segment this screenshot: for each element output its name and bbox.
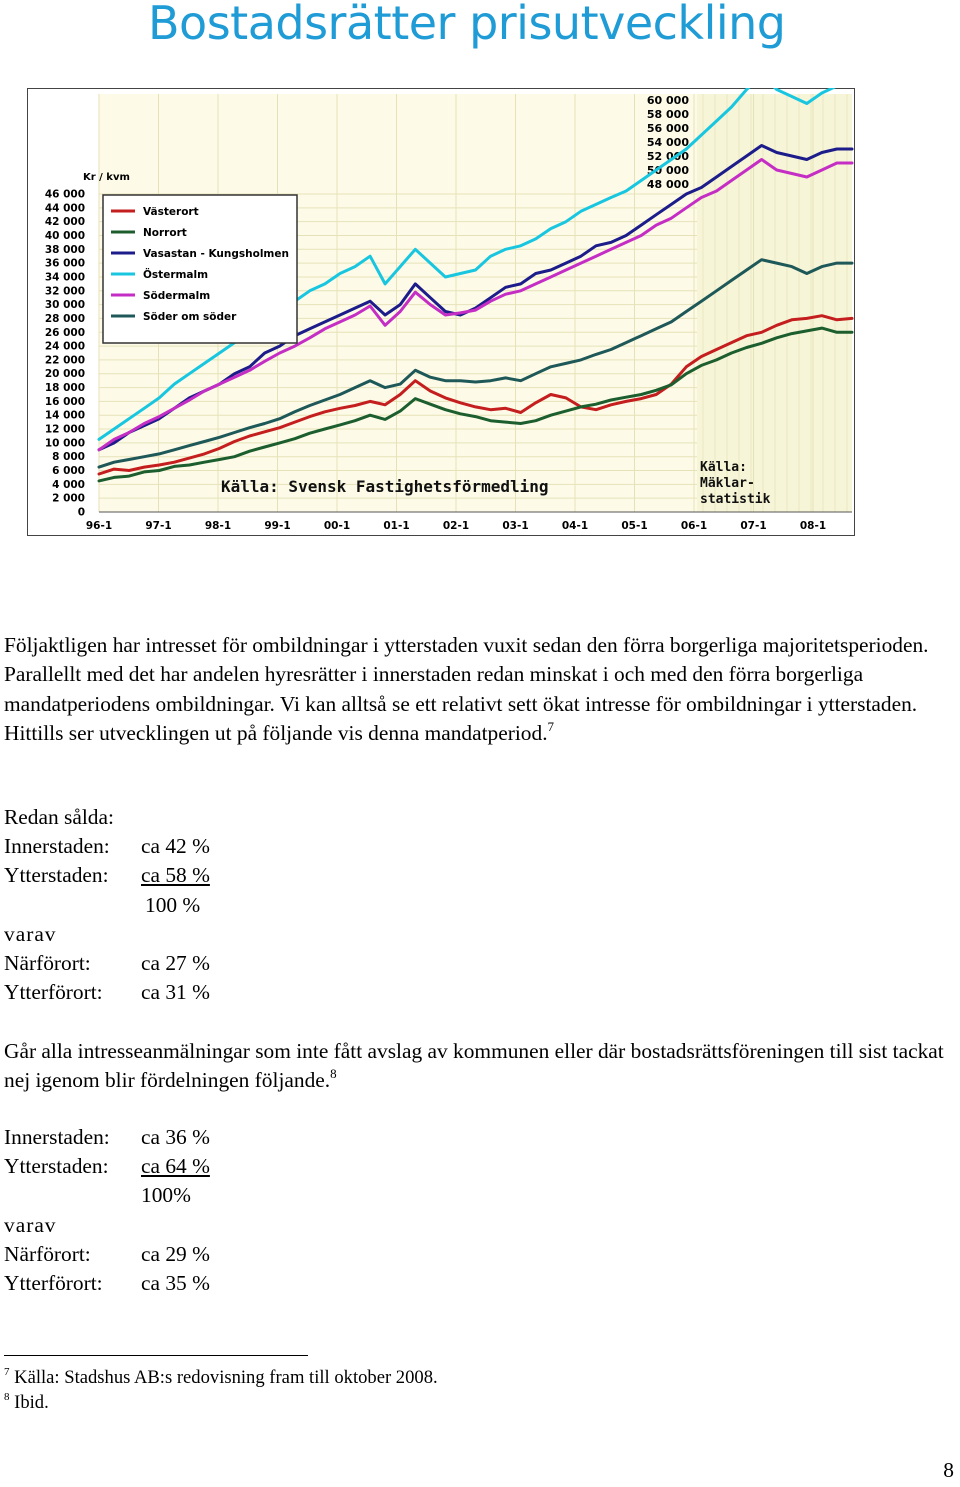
row-label: Ytterstaden: [4,863,109,888]
table-row [4,978,210,1007]
chart-legend [103,195,297,343]
x-tick-label: 96-1 [85,520,113,532]
legend-label: Västerort [143,206,199,218]
row-value: ca 29 % [141,1241,210,1266]
varav-label: varav [4,921,57,946]
row-label: Närförort: [4,951,91,976]
x-tick-label: 98-1 [204,520,232,532]
total-value: 100% [141,1183,191,1208]
y-tick-label-right: 52 000 [646,150,689,163]
y-tick-label: 0 [77,506,85,519]
legend-label: Östermalm [143,269,209,281]
interest-sub-table [4,1240,210,1298]
y-tick-label: 10 000 [44,437,85,450]
x-tick-label: 99-1 [264,520,291,532]
price-chart [27,88,855,536]
x-tick-label: 02-1 [442,520,470,532]
y-tick-label-right: 60 000 [646,94,689,107]
y-tick-label: 8 000 [52,451,85,464]
interest-list [4,1123,210,1298]
sold-list [4,803,210,1007]
table-row [4,861,210,890]
x-tick-label: 01-1 [383,520,410,532]
table-row [4,891,210,920]
y-tick-label: 4 000 [52,478,85,491]
row-value: ca 64 % [141,1154,210,1179]
x-tick-label: 97-1 [145,520,172,532]
page-number: 8 [943,1458,954,1482]
table-row [4,1123,210,1152]
row-label: Närförort: [4,1241,91,1266]
row-label: Innerstaden: [4,1125,110,1149]
row-label: Innerstaden: [4,834,110,859]
y-tick-label: 16 000 [44,395,85,408]
legend-label: Vasastan - Kungsholmen [143,248,289,260]
y-tick-label: 28 000 [44,312,85,325]
page-title: Bostadsrätter prisutveckling [148,0,786,50]
y-tick-label: 14 000 [44,409,85,422]
row-label: Ytterförort: [4,1271,103,1296]
table-row [4,1181,210,1210]
x-tick-label: 08-1 [799,520,827,532]
y-tick-label: 24 000 [44,340,85,353]
row-label: Ytterstaden: [4,1154,109,1179]
footnote-ref-7: 7 [547,719,555,735]
row-value: ca 58 % [141,863,210,888]
footnote-7: $^7$ Källa: Stadshus AB:s redovisning fram till oktober 2008. [4,1366,438,1388]
price-chart-svg [27,88,855,536]
source-right-label: Källa: [700,460,747,475]
x-tick-label: 03-1 [502,520,529,532]
table-row [4,1152,210,1181]
y-tick-label: 26 000 [44,326,85,339]
paragraph-2: Går alla intresseanmälningar som inte fått avslag av kommunen eller där bostadsrättsföreningen till sist tackat nej igenom blir fördelningen följande.$^8$ [4,1039,944,1093]
y-tick-label: 18 000 [44,382,85,395]
y-tick-label: 12 000 [44,423,85,436]
row-value: ca 35 % [141,1271,210,1296]
y-tick-label: 22 000 [44,354,85,367]
total-value: 100 % [145,892,201,917]
source-right-label: Mäklar- [700,476,755,491]
y-tick-label-right: 58 000 [646,108,689,121]
table-row [4,1269,210,1298]
y-tick-label-right: 48 000 [646,178,689,191]
table-row [4,832,210,861]
x-tick-label: 06-1 [680,520,708,532]
y-tick-label: 6 000 [52,465,85,478]
row-label: Ytterförort: [4,980,103,1005]
varav-label: varav [4,1212,57,1237]
sold-heading: Redan sålda: [4,805,114,829]
y-tick-label: 44 000 [44,202,85,215]
x-tick-label: 04-1 [561,520,589,532]
y-tick-label: 30 000 [44,299,85,312]
legend-label: Söder om söder [143,311,237,323]
y-tick-label: 38 000 [44,243,85,256]
x-tick-label: 07-1 [740,520,767,532]
table-row [4,1240,210,1269]
row-value: ca 27 % [141,951,210,976]
y-tick-label: 46 000 [44,188,85,201]
interest-table [4,1123,210,1211]
y-tick-label-right: 56 000 [646,122,689,135]
y-tick-label: 36 000 [44,257,85,270]
row-value: ca 42 % [141,834,210,859]
table-row [4,949,210,978]
row-value: ca 36 % [141,1125,210,1149]
y-tick-label: 42 000 [44,216,85,229]
x-tick-label: 00-1 [323,520,351,532]
source-left-label: Källa: Svensk Fastighetsförmedling [221,477,549,496]
row-value: ca 31 % [141,980,210,1005]
y-tick-label: 34 000 [44,271,85,284]
unit-label: Kr / kvm [83,172,130,183]
y-tick-label: 2 000 [52,492,85,505]
y-tick-label: 32 000 [44,285,85,298]
legend-label: Norrort [143,227,187,239]
footnote-ref-8: 8 [330,1066,337,1082]
legend-label: Södermalm [143,290,211,302]
sold-table [4,832,210,920]
y-tick-label: 20 000 [44,368,85,381]
x-tick-label: 05-1 [621,520,648,532]
y-tick-label-right: 54 000 [646,136,689,149]
paragraph-1: Följaktligen har intresset för ombildningar i ytterstaden vuxit sedan den förra borgerliga majoritetsperioden. Parallellt med det har andelen hyresrätter i innerstaden redan minskat i och med den förra borgerliga mandatperiodens ombildningar. Vi kan alltså se ett relativt sett ökat intresse för ombildningar i ytterstaden. Hittills ser utvecklingen ut på följande vis denna mandatperiod.$^7$ [4,633,929,746]
y-tick-label-right: 50 000 [646,164,689,177]
source-right-label: statistik [700,492,771,507]
sold-sub-table [4,949,210,1007]
y-tick-label: 40 000 [44,229,85,242]
footnote-8: $^8$ Ibid. [4,1391,49,1413]
footnote-divider [4,1355,308,1356]
